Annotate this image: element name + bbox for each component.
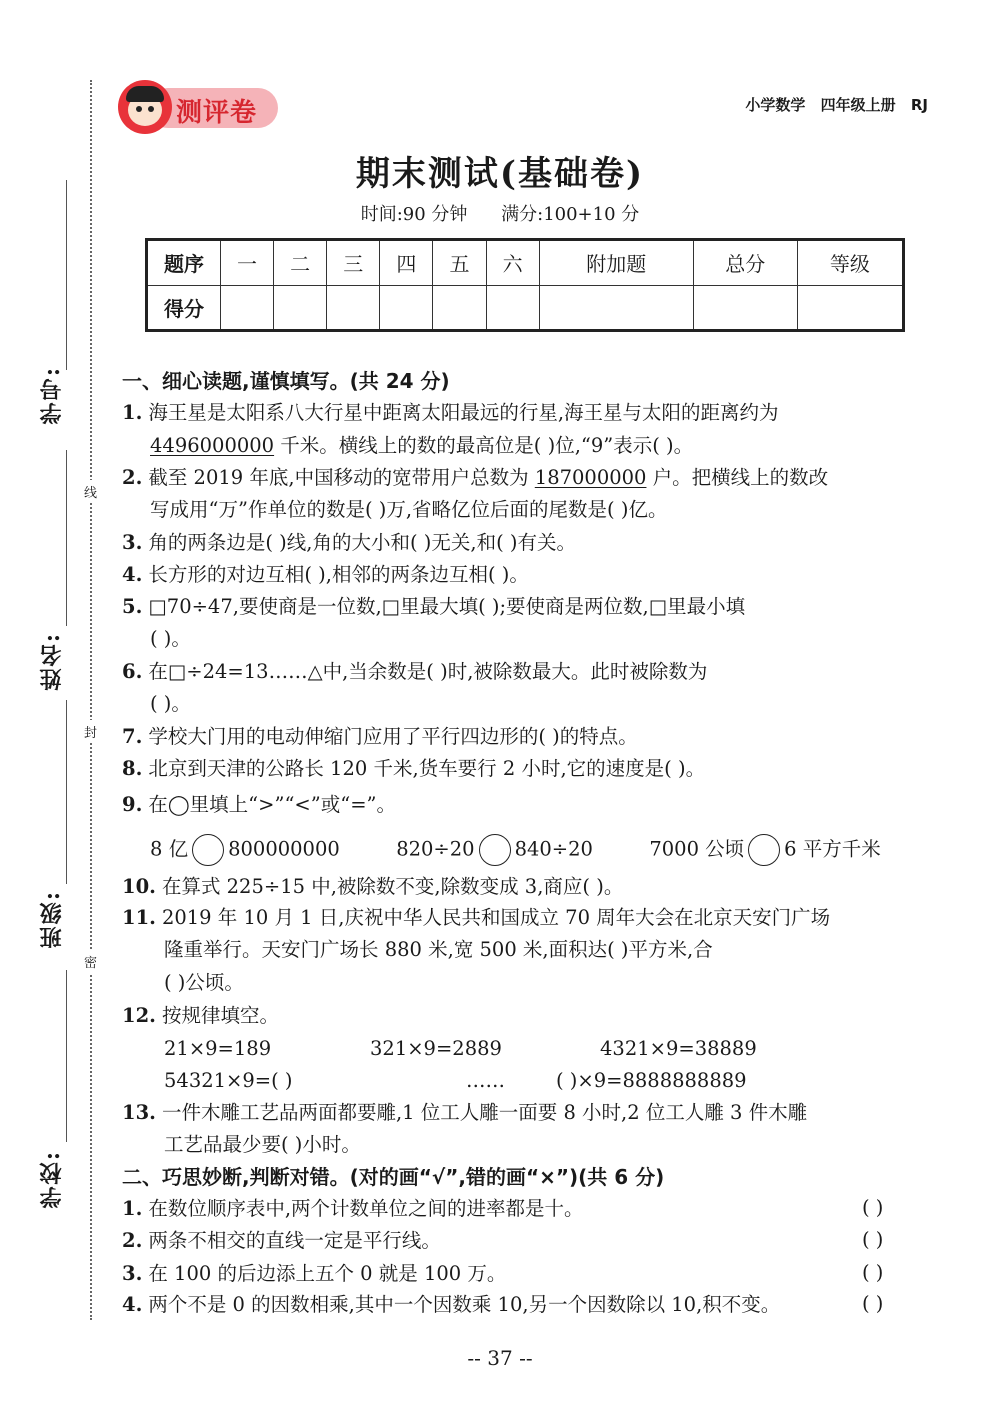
question-number: 12. [122, 1004, 156, 1027]
question-9 [122, 792, 396, 818]
question-number: 13. [122, 1101, 156, 1124]
question-text: 在算式 225÷15 中,被除数不变,除数变成 3,商应( )。 [161, 875, 624, 898]
question-text: 海王星是太阳系八大行星中距离太阳最远的行星,海王星与太阳的距离约为 [148, 401, 779, 424]
exam-info [0, 200, 1000, 226]
time-limit: 时间:90 分钟 [360, 204, 468, 225]
seal-char-line: 线 [84, 480, 97, 503]
question-text: 在◯里填上“>”“<”或“=”。 [148, 793, 397, 816]
comparison-circle[interactable] [192, 834, 224, 866]
answer-box[interactable]: ( ) [862, 1261, 884, 1284]
question-1-cont [150, 433, 693, 459]
answer-box[interactable]: ( ) [862, 1292, 884, 1315]
table-header-cell: 三 [327, 240, 380, 286]
question-11 [122, 905, 830, 931]
comparison-circle[interactable] [748, 834, 780, 866]
question-number: 5. [122, 595, 143, 618]
question-1 [122, 400, 779, 426]
table-header-cell: 附加题 [539, 240, 693, 286]
school-blank [66, 970, 67, 1142]
score-cell[interactable] [539, 285, 693, 331]
question-text: 在数位顺序表中,两个计数单位之间的进率都是十。 [148, 1197, 584, 1220]
comparison-right: 800000000 [228, 837, 340, 861]
question-13 [122, 1100, 807, 1126]
comparison-left: 820÷20 [396, 837, 475, 861]
page-number: -- 37 -- [467, 1346, 533, 1370]
question-text: 按规律填空。 [161, 1004, 279, 1027]
pattern-ellipsis: …… [466, 1069, 505, 1092]
score-cell[interactable] [486, 285, 539, 331]
question-number: 1. [122, 401, 143, 424]
section-1-title: 一、细心读题,谨慎填写。(共 24 分) [122, 369, 450, 393]
question-11-cont: ( )公顷。 [164, 971, 244, 994]
table-header-cell: 六 [486, 240, 539, 286]
question-7 [122, 724, 638, 750]
question-number: 4. [122, 563, 143, 586]
mascot-icon [118, 80, 172, 134]
score-cell[interactable] [433, 285, 486, 331]
question-text: 截至 2019 年底,中国移动的宽带用户总数为 [148, 466, 535, 489]
table-header-cell: 四 [380, 240, 433, 286]
question-11-cont: 隆重举行。天安门广场长 880 米,宽 500 米,面积达( )平方米,合 [164, 938, 713, 961]
full-score: 满分:100+10 分 [501, 204, 640, 225]
question-3 [122, 530, 576, 556]
question-2-cont: 写成用“万”作单位的数是( )万,省略亿位后面的尾数是( )亿。 [150, 498, 668, 521]
binding-dotted-line [90, 80, 92, 1320]
question-text: □70÷47,要使商是一位数,□里最大填( );要使商是两位数,□里最小填 [148, 595, 746, 618]
question-2 [122, 465, 828, 491]
question-6-cont: ( )。 [150, 692, 191, 715]
question-text: 千米。横线上的数的最高位是( )位,“9”表示( )。 [274, 434, 694, 457]
pattern-equation: 54321×9=( ) [164, 1069, 293, 1092]
question-number: 3. [122, 1262, 143, 1285]
class-blank [66, 700, 67, 884]
score-cell[interactable] [327, 285, 380, 331]
table-header-cell: 等级 [797, 240, 903, 286]
comparison-right: 840÷20 [514, 837, 593, 861]
pattern-equation: 21×9=189 [164, 1037, 272, 1060]
question-13-cont: 工艺品最少要( )小时。 [164, 1133, 361, 1156]
section-2-title: 二、巧思妙断,判断对错。(对的画“√”,错的画“×”)(共 6 分) [122, 1165, 665, 1189]
comparison-right: 6 平方千米 [784, 837, 881, 861]
name-blank [66, 450, 67, 626]
question-number: 8. [122, 757, 143, 780]
judge-question-3 [122, 1261, 506, 1287]
score-cell[interactable] [221, 285, 274, 331]
test-badge [118, 80, 280, 134]
underlined-number: 187000000 [534, 466, 647, 489]
comparison-left: 7000 公顷 [649, 837, 745, 861]
question-text: 在 100 的后边添上五个 0 就是 100 万。 [148, 1262, 507, 1285]
question-5 [122, 594, 745, 620]
question-number: 9. [122, 793, 143, 816]
class-label: 班级: [39, 890, 65, 949]
table-row-label: 得分 [147, 285, 221, 331]
student-id-label: 学号: [39, 366, 65, 425]
score-cell[interactable] [274, 285, 327, 331]
seal-char-secret: 密 [84, 950, 97, 973]
judge-question-1 [122, 1196, 584, 1222]
question-number: 7. [122, 725, 143, 748]
score-cell[interactable] [797, 285, 903, 331]
question-number: 6. [122, 660, 143, 683]
badge-text: 测评卷 [176, 98, 258, 128]
comparison-left: 8 亿 [150, 837, 189, 861]
table-header-cell: 五 [433, 240, 486, 286]
page-title: 期末测试(基础卷) [355, 154, 645, 194]
score-table [145, 238, 905, 332]
pattern-equation: 321×9=2889 [370, 1037, 502, 1060]
table-header-cell: 一 [221, 240, 274, 286]
question-text: 长方形的对边互相( ),相邻的两条边互相( )。 [148, 563, 529, 586]
question-text: 角的两条边是( )线,角的大小和( )无关,和( )有关。 [148, 531, 576, 554]
table-header-cell: 总分 [693, 240, 797, 286]
pattern-equation: 4321×9=38889 [600, 1037, 757, 1060]
table-header-cell: 二 [274, 240, 327, 286]
question-text: 两条不相交的直线一定是平行线。 [148, 1229, 441, 1252]
grade-info: 小学数学 四年级上册 RJ [745, 96, 928, 114]
question-number: 4. [122, 1293, 143, 1316]
question-12 [122, 1003, 279, 1029]
question-text: 两个不是 0 的因数相乘,其中一个因数乘 10,另一个因数除以 10,积不变。 [148, 1293, 781, 1316]
question-5-cont: ( )。 [150, 627, 191, 650]
question-4 [122, 562, 529, 588]
question-text: 在□÷24=13……△中,当余数是( )时,被除数最大。此时被除数为 [148, 660, 708, 683]
question-number: 2. [122, 466, 143, 489]
question-10 [122, 874, 623, 900]
question-6 [122, 659, 707, 685]
table-row [147, 240, 904, 286]
question-8 [122, 756, 705, 782]
judge-question-4 [122, 1292, 780, 1318]
table-row-label: 题序 [147, 240, 221, 286]
question-text: 户。把横线上的数改 [646, 466, 829, 489]
question-number: 10. [122, 875, 156, 898]
answer-box[interactable]: ( ) [862, 1196, 884, 1219]
question-text: 2019 年 10 月 1 日,庆祝中华人民共和国成立 70 周年大会在北京天安门广场 [161, 906, 831, 929]
pattern-equation: ( )×9=8888888889 [556, 1069, 747, 1092]
judge-question-2 [122, 1228, 441, 1254]
question-number: 3. [122, 531, 143, 554]
question-number: 11. [122, 906, 156, 929]
name-label: 姓名: [39, 632, 65, 691]
question-number: 1. [122, 1197, 143, 1220]
question-number: 2. [122, 1229, 143, 1252]
score-cell[interactable] [380, 285, 433, 331]
question-text: 学校大门用的电动伸缩门应用了平行四边形的( )的特点。 [148, 725, 638, 748]
comparison-circle[interactable] [479, 834, 511, 866]
seal-char-seal: 封 [84, 720, 97, 743]
table-row [147, 285, 904, 331]
question-text: 北京到天津的公路长 120 千米,货车要行 2 小时,它的速度是( )。 [148, 757, 706, 780]
question-9-comparisons [150, 834, 881, 866]
score-cell[interactable] [693, 285, 797, 331]
underlined-number: 4496000000 [150, 434, 275, 457]
answer-box[interactable]: ( ) [862, 1228, 884, 1251]
question-text: 一件木雕工艺品两面都要雕,1 位工人雕一面要 8 小时,2 位工人雕 3 件木雕 [161, 1101, 808, 1124]
school-label: 学校: [39, 1150, 65, 1209]
